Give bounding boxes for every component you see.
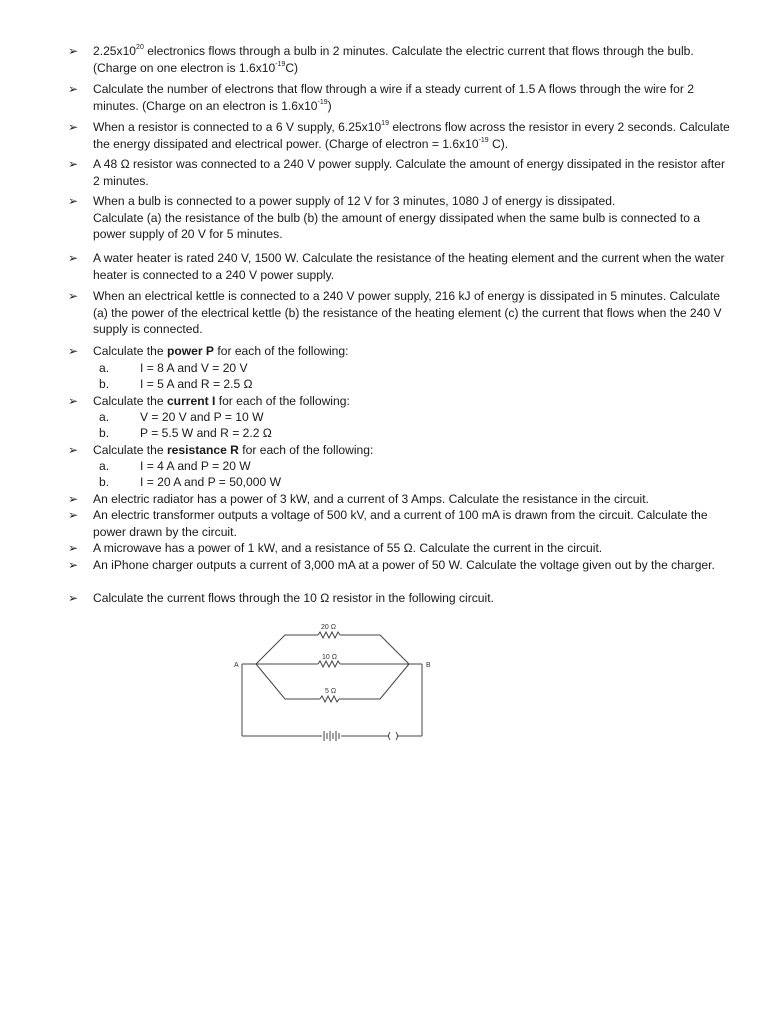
resistor-label-5: 5 Ω	[325, 688, 337, 695]
subitem-text: V = 20 V and P = 10 W	[140, 410, 264, 424]
arrow-bullet-icon: ➢	[68, 394, 79, 408]
battery-icon	[324, 731, 339, 741]
question-5	[68, 193, 733, 243]
question-text: $2.25x10^{20}$ electronics flows through a bulb in 2 minutes. Calculate the electric current that flows through the bulb. (Charge on one electron is $1.6x10^{-19}C$)	[93, 44, 694, 75]
question-7	[68, 288, 733, 338]
question-10	[68, 442, 733, 459]
question-6	[68, 250, 733, 283]
question-text: When a bulb is connected to a power supply of 12 V for 3 minutes, 1080 J of energy is dissipated. Calculate (a) the resistance of the bulb (b) the amount of energy dissipated when the same bulb is connected to a power supply of 20 V for 5 minutes.	[93, 194, 701, 242]
question-text: When a resistor is connected to a 6 V supply, $6.25x10^{19}$ electrons flow across the resistor in every 2 seconds. Calculate the energy dissipated and electrical power. (Charge of electron = $1.6x10^{-19}$ C).	[93, 120, 730, 151]
resistor-label-20: 20 Ω	[321, 624, 336, 631]
arrow-bullet-icon: ➢	[68, 289, 79, 303]
resistor-20-ohm	[318, 632, 340, 638]
resistor-5-ohm	[320, 696, 339, 702]
question-14	[68, 557, 733, 574]
node-label-b: B	[426, 662, 431, 669]
question-15	[68, 590, 733, 607]
question-text: Calculate the power P for each of the following:	[93, 344, 349, 358]
question-text: When an electrical kettle is connected to a 240 V power supply, 216 kJ of energy is dissipated in 5 minutes. Calculate (a) the power of the electrical kettle (b) the resistance of the heating element (c) the current that flows when the 240 V supply is connected.	[93, 289, 722, 337]
question-text: Calculate the current flows through the 10 Ω resistor in the following circuit.	[93, 591, 494, 605]
arrow-bullet-icon: ➢	[68, 443, 79, 457]
wire	[256, 664, 320, 699]
subitem-text: I = 20 A and P = 50,000 W	[140, 475, 281, 489]
question-3	[68, 119, 733, 152]
resistor-label-10: 10 Ω	[322, 654, 337, 661]
wire	[256, 635, 318, 664]
wire	[340, 635, 409, 664]
switch-key-icon	[389, 732, 398, 740]
subitem-text: I = 8 A and V = 20 V	[140, 361, 248, 375]
question-12	[68, 507, 733, 540]
arrow-bullet-icon: ➢	[68, 157, 79, 171]
arrow-bullet-icon: ➢	[68, 492, 79, 506]
question-text: A water heater is rated 240 V, 1500 W. Calculate the resistance of the heating element and the current when the water heater is connected to a 240 V power supply.	[93, 251, 725, 282]
subitem-letter: b.	[99, 475, 110, 489]
question-8	[68, 343, 733, 360]
subitem-letter: a.	[99, 410, 110, 424]
circuit-diagram	[228, 618, 438, 746]
question-text: A 48 Ω resistor was connected to a 240 V power supply. Calculate the amount of energy dissipated in the resistor after 2 minutes.	[93, 157, 725, 188]
node-label-a: A	[234, 662, 239, 669]
subitem-text: P = 5.5 W and R = 2.2 Ω	[140, 426, 272, 440]
question-text: An electric transformer outputs a voltage of 500 kV, and a current of 100 mA is drawn from the circuit. Calculate the power drawn by the circuit.	[93, 508, 708, 539]
arrow-bullet-icon: ➢	[68, 82, 79, 96]
arrow-bullet-icon: ➢	[68, 558, 79, 572]
question-text: Calculate the resistance R for each of the following:	[93, 443, 374, 457]
question-text: An electric radiator has a power of 3 kW, and a current of 3 Amps. Calculate the resistance in the circuit.	[93, 492, 649, 506]
question-11	[68, 491, 733, 508]
question-2	[68, 81, 733, 114]
question-4	[68, 156, 733, 189]
arrow-bullet-icon: ➢	[68, 251, 79, 265]
subitem-letter: a.	[99, 361, 110, 375]
subitem-letter: a.	[99, 459, 110, 473]
question-13	[68, 540, 733, 557]
subitem-text: I = 4 A and P = 20 W	[140, 459, 251, 473]
arrow-bullet-icon: ➢	[68, 591, 79, 605]
resistor-10-ohm	[318, 661, 340, 667]
arrow-bullet-icon: ➢	[68, 508, 79, 522]
subitem-text: I = 5 A and R = 2.5 Ω	[140, 377, 253, 391]
question-text: Calculate the current I for each of the following:	[93, 394, 350, 408]
arrow-bullet-icon: ➢	[68, 44, 79, 58]
subitem-letter: b.	[99, 426, 110, 440]
subitem-letter: b.	[99, 377, 110, 391]
arrow-bullet-icon: ➢	[68, 541, 79, 555]
question-text: A microwave has a power of 1 kW, and a resistance of 55 Ω. Calculate the current in the circuit.	[93, 541, 603, 555]
arrow-bullet-icon: ➢	[68, 194, 79, 208]
arrow-bullet-icon: ➢	[68, 120, 79, 134]
question-text: Calculate the number of electrons that flow through a wire if a steady current of 1.5 A flows through the wire for 2 minutes. (Charge on an electron is $1.6x10^{-19}$)	[93, 82, 694, 113]
arrow-bullet-icon: ➢	[68, 344, 79, 358]
question-9	[68, 393, 733, 410]
question-text: An iPhone charger outputs a current of 3,000 mA at a power of 50 W. Calculate the voltage given out by the charger.	[93, 558, 715, 572]
wire	[339, 664, 409, 699]
question-1	[68, 43, 733, 76]
